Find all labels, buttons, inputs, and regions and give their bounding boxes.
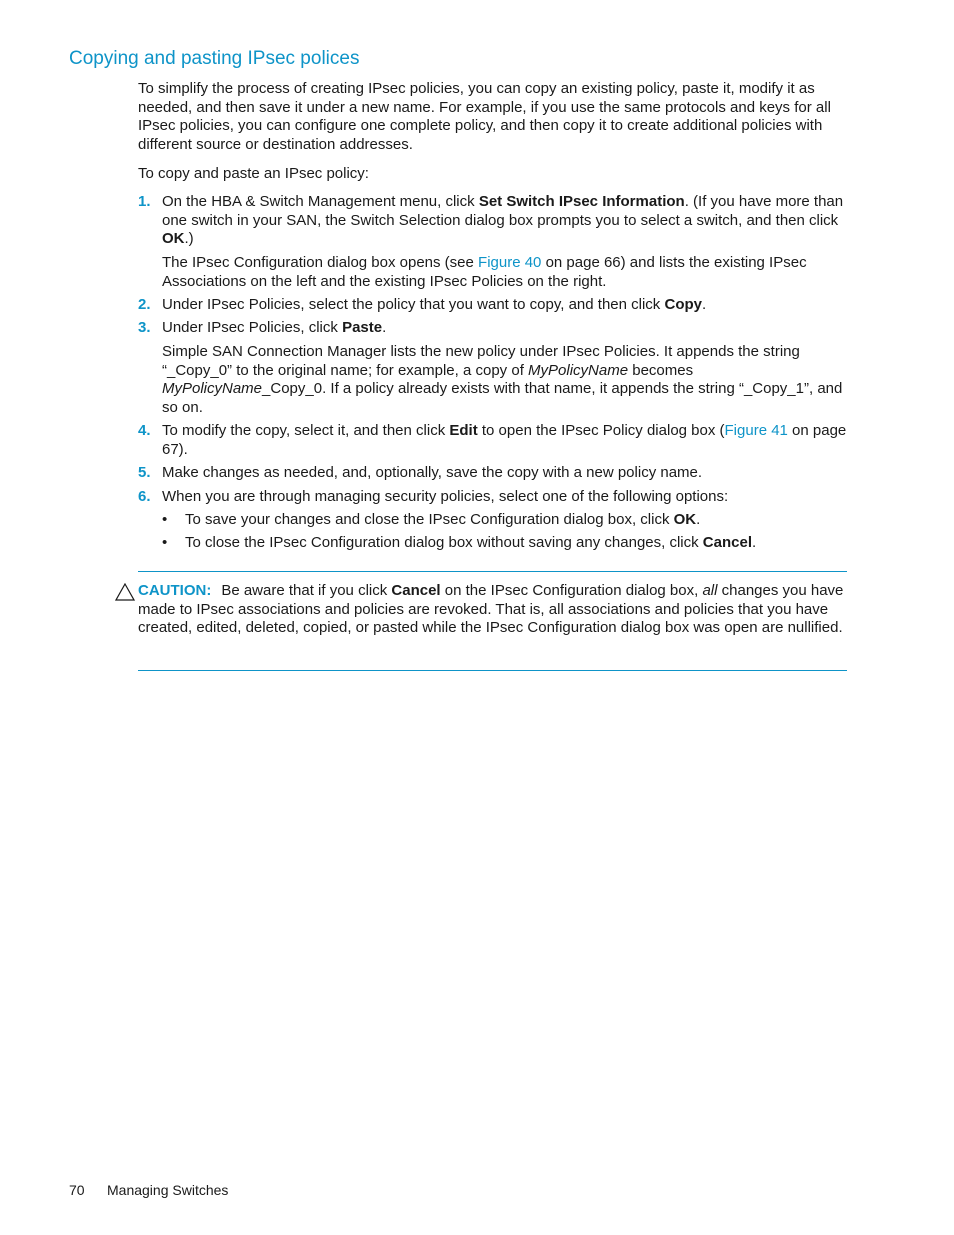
step-number: 1. (138, 193, 151, 210)
warning-triangle-icon (115, 583, 135, 601)
step-text: Make changes as needed, and, optionally, save the copy with a new policy name. (162, 464, 703, 481)
caution-label: CAUTION: (138, 582, 212, 599)
figure-40-link[interactable]: Figure 40 (478, 254, 542, 271)
step-text: On the HBA & Switch Management menu, click Set Switch IPsec Information. (If you have more than one switch in your SAN, the Switch Selection dialog box prompts you to select a switch, and then click OK.) (162, 193, 844, 248)
step-text: To modify the copy, select it, and then click Edit to open the IPsec Policy dialog box (Figure 41 on page 67). (162, 422, 847, 458)
step-number: 3. (138, 319, 151, 336)
caution-bottom-rule (138, 670, 847, 671)
bullet-text: To save your changes and close the IPsec Configuration dialog box, click OK. (185, 511, 701, 528)
bullet-text: To close the IPsec Configuration dialog box without saving any changes, click Cancel. (185, 534, 757, 551)
copy-button-name: Copy (664, 296, 702, 313)
edit-button-name: Edit (449, 422, 478, 439)
menu-item-name: Set Switch IPsec Information (478, 193, 685, 210)
step-1-note: The IPsec Configuration dialog box opens (see Figure 40 on page 66) and lists the existing IPsec Associations on the left and the existing IPsec Policies on the right. (162, 254, 807, 290)
lead-paragraph: To copy and paste an IPsec policy: (138, 165, 369, 182)
bullet-dot: • (162, 534, 168, 551)
step-number: 2. (138, 296, 151, 313)
caution-top-rule (138, 571, 847, 572)
paste-button-name: Paste (342, 319, 383, 336)
step-number: 5. (138, 464, 151, 481)
step-3-note: Simple SAN Connection Manager lists the new policy under IPsec Policies. It appends the string “_Copy_0” to the original name; for example, a copy of MyPolicyName becomes MyPolicyName_Copy_0. If a policy already exists with that name, it appends the string “_Copy_1”, and so on. (162, 343, 843, 416)
section-heading: Copying and pasting IPsec polices (69, 48, 360, 69)
caution-note: CAUTION: Be aware that if you click Cancel on the IPsec Configuration dialog box, all changes you have made to IPsec associations and policies are revoked. That is, all associations and policies that you have created, edited, deleted, copied, or pasted while the IPsec Configuration dialog box was open are nullified. (138, 582, 844, 637)
footer-section-title: Managing Switches (107, 1182, 229, 1198)
step-text: When you are through managing security policies, select one of the following options: (162, 488, 729, 505)
ok-button-name: OK (162, 230, 185, 248)
page-number: 70 (69, 1182, 85, 1198)
step-text: Under IPsec Policies, click Paste. (162, 319, 387, 336)
intro-paragraph: To simplify the process of creating IPsec policies, you can copy an existing policy, paste it, modify it as needed, and then save it under a new name. For example, if you use the same protocols and keys for all IPsec policies, you can configure one complete policy, and then copy it to create additional policies with different source or destination addresses. (138, 80, 831, 153)
figure-41-link[interactable]: Figure 41 (724, 422, 788, 439)
bullet-dot: • (162, 511, 168, 528)
step-number: 6. (138, 488, 151, 505)
step-text: Under IPsec Policies, select the policy that you want to copy, and then click Copy. (162, 296, 707, 313)
step-number: 4. (138, 422, 151, 439)
